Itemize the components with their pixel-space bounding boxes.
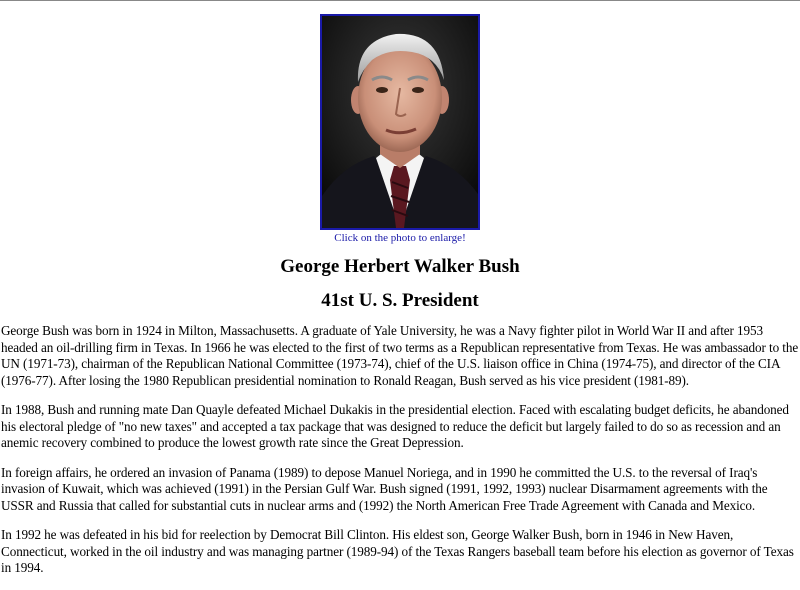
biography-paragraph-reelection: In 1992 he was defeated in his bid for reelection by Democrat Bill Clinton. His eldest son, George Walker Bush, born in 1946 in New Haven, Connecticut, worked in the oil industry and was managing partner (1989-94) of the Texas Rangers baseball team before his election as governor of Texas in 1994. (1, 527, 794, 575)
biography-text (1, 323, 799, 590)
biography-paragraph-early-career: George Bush was born in 1924 in Milton, Massachusetts. A graduate of Yale University, he was a Navy fighter pilot in World War II and after 1953 headed an oil-drilling firm in Texas. In 1966 he was elected to the first of two terms as a Republican representative from Texas. He was ambassador to the UN (1971-73), chairman of the Republican National Committee (1973-74), chief of the U.S. liaison office in China (1974-75), and director of the CIA (1976-77). After losing the 1980 Republican presidential nomination to Ronald Reagan, Bush served as his vice president (1981-89). (1, 323, 799, 388)
photo-caption-link[interactable]: Click on the photo to enlarge! (334, 232, 466, 244)
biography-paragraph-election: In 1988, Bush and running mate Dan Quayle defeated Michael Dukakis in the presidential election. Faced with escalating budget deficits, he abandoned his electoral pledge of "no new taxes" and accepted a tax package that was designed to reduce the deficit but largely failed to do so as recession and an anemic recovery combined to produce the lowest growth rate since the Great Depression. (1, 402, 789, 450)
biography-paragraph-foreign-affairs: In foreign affairs, he ordered an invasion of Panama (1989) to depose Manuel Noriega, and in 1990 he committed the U.S. to the reversal of Iraq's invasion of Kuwait, which was achieved (1991) in the Persian Gulf War. Bush signed (1991, 1992, 1993) nuclear Disarmament agreements with the USSR and Russia that called for substantial cuts in nuclear arms and (1992) the North American Free Trade Agreement with Canada and Mexico. (1, 464, 768, 513)
portrait-photo (322, 16, 478, 228)
page-title: George Herbert Walker Bush (280, 256, 520, 277)
portrait-photo-link[interactable] (320, 14, 480, 230)
page-subtitle: 41st U. S. President (321, 290, 479, 311)
top-divider (0, 0, 800, 1)
